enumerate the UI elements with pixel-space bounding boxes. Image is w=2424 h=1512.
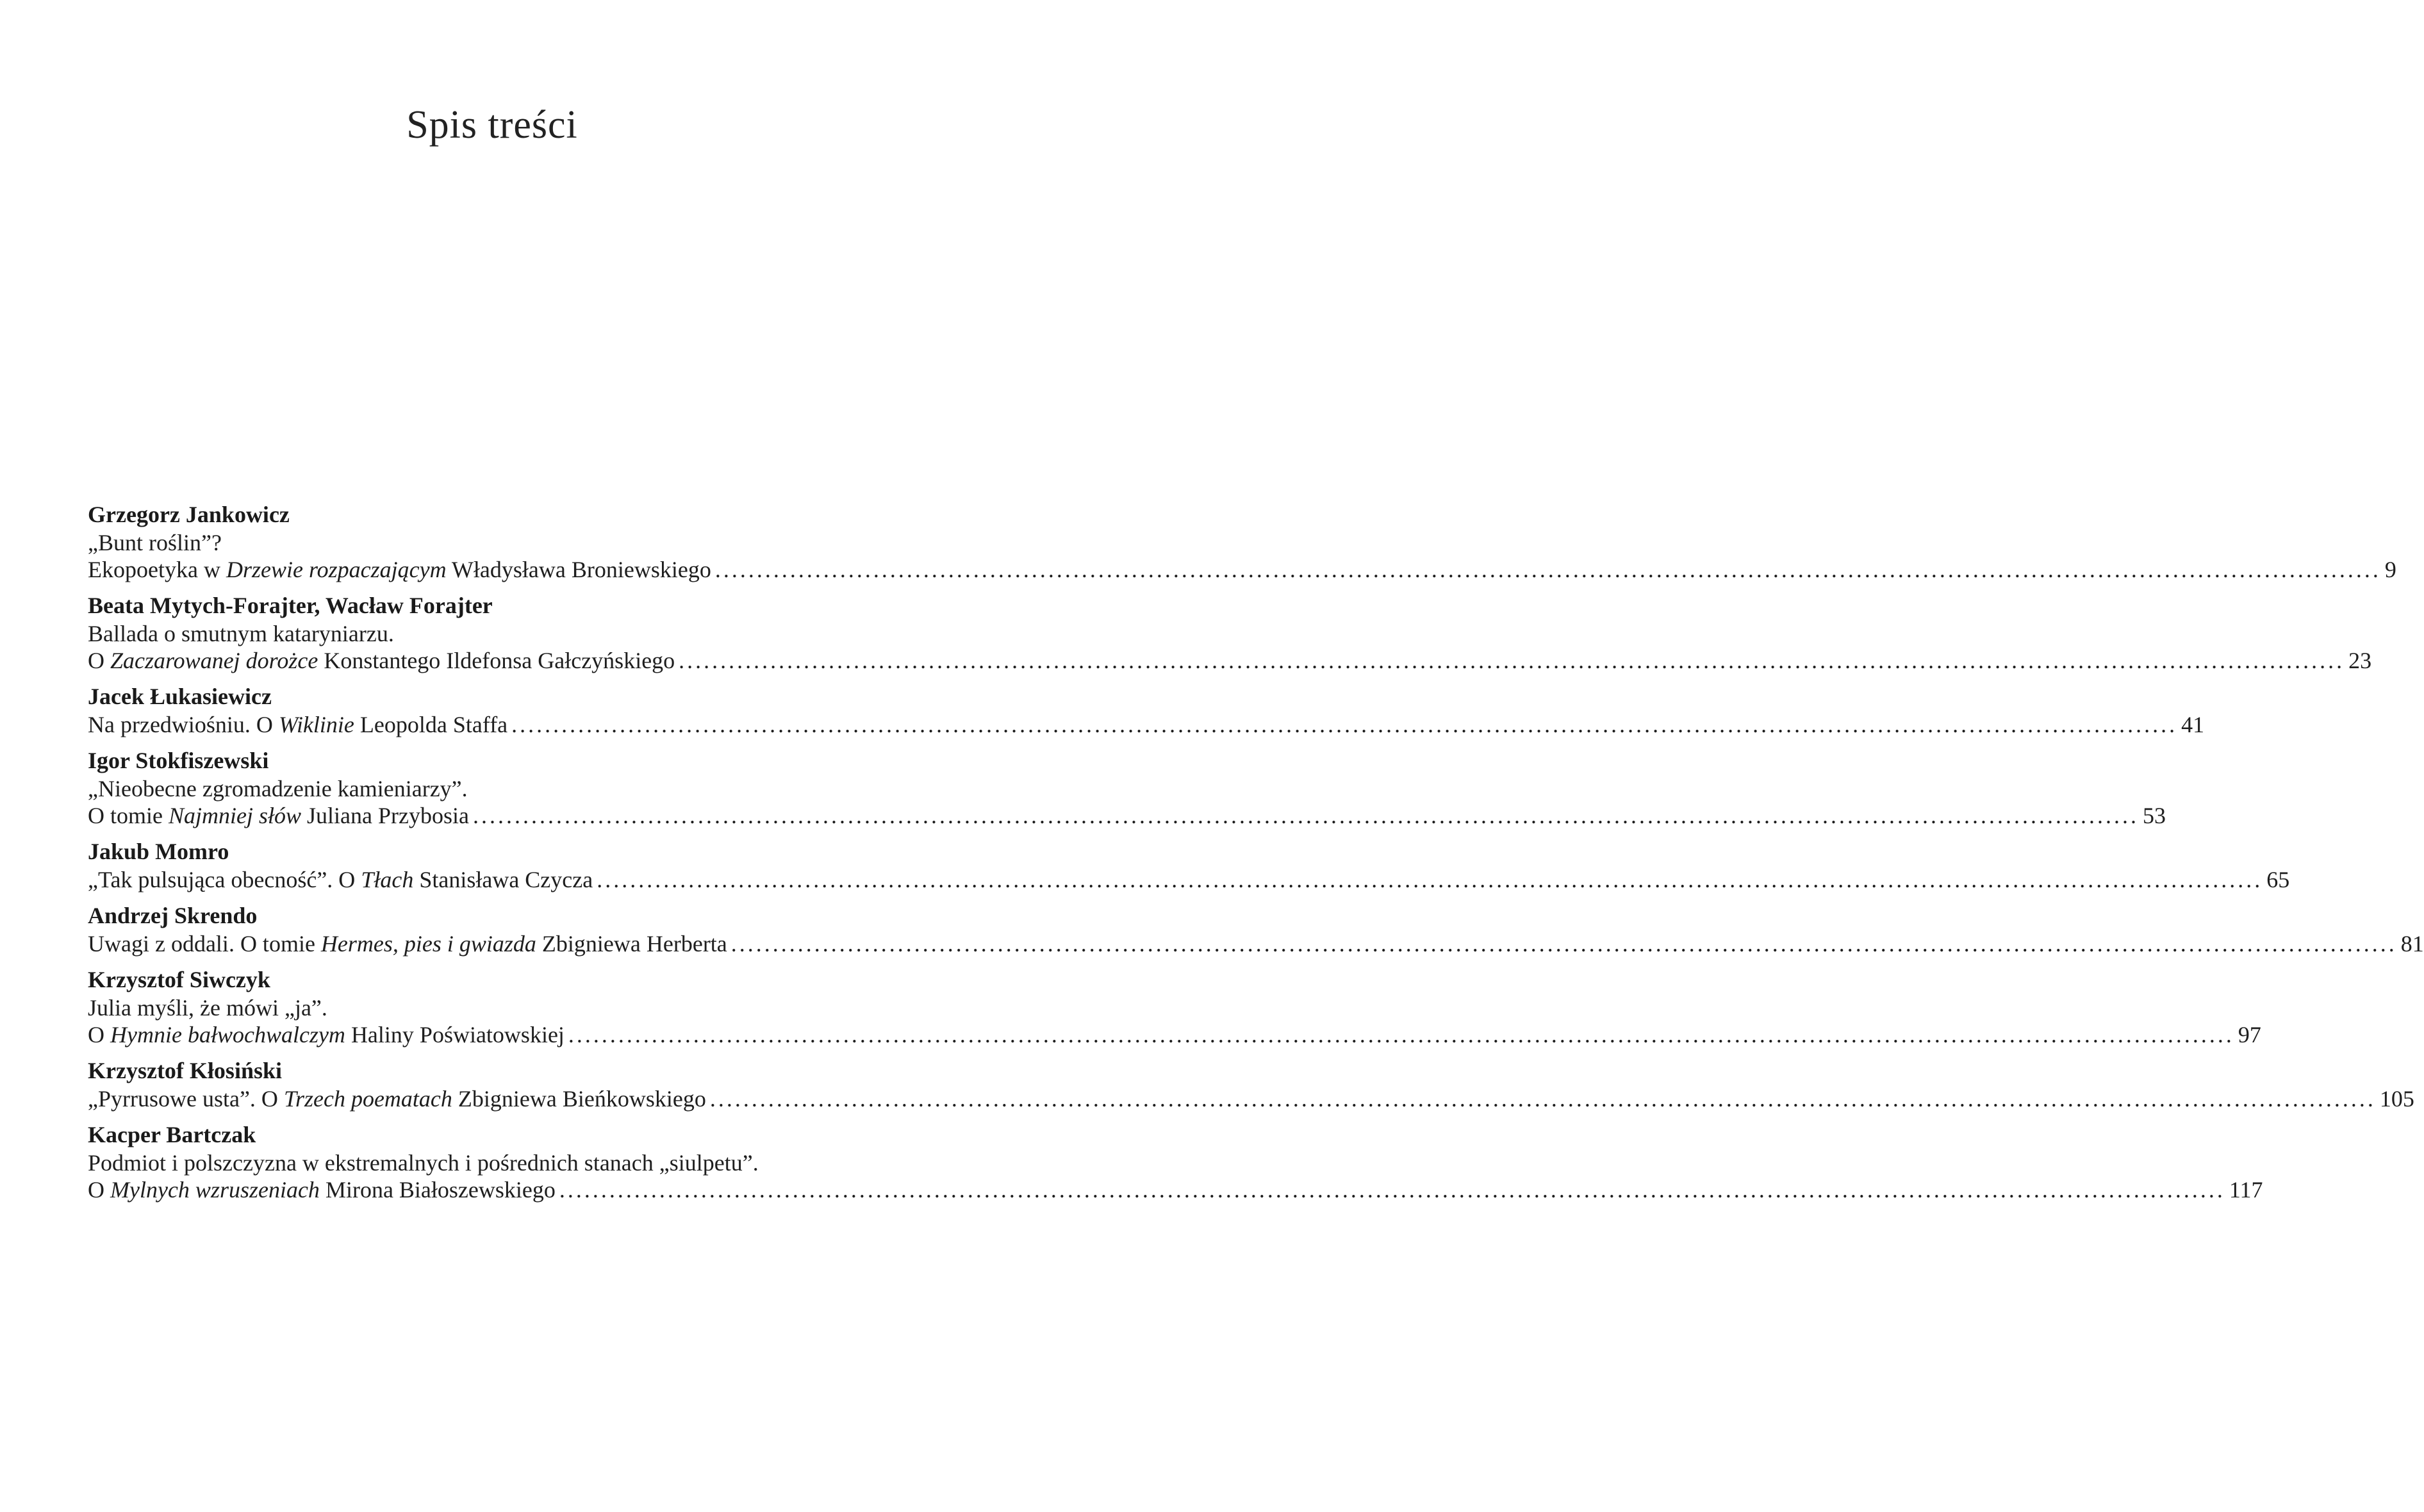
toc-entry-author: Jakub Momro <box>88 839 229 864</box>
italic-work-title: Mylnych wzruszeniach <box>110 1177 320 1203</box>
toc-entry-author: Igor Stokfiszewski <box>88 748 269 773</box>
toc-entry-title-text <box>88 776 468 801</box>
dot-leader: ........................................................................................................................................................................................................ <box>714 557 2381 582</box>
title-text-segment: Ballada o smutnym kataryniarzu. <box>88 621 394 646</box>
dot-leader: ........................................................................................................................................................................................................ <box>709 1086 2376 1112</box>
page-number: 105 <box>2379 1086 2414 1112</box>
toc-entry-author: Krzysztof Kłosiński <box>88 1058 282 1083</box>
title-text-segment: Julia myśli, że mówi „ja”. <box>88 995 327 1021</box>
page-number: 65 <box>2266 867 2290 892</box>
title-text-segment: Leopolda Staffa <box>354 712 508 737</box>
toc-entry-title-line-with-page <box>88 647 2372 674</box>
italic-work-title: Tłach <box>361 867 414 892</box>
title-text-segment: Na przedwiośniu. O <box>88 712 279 737</box>
page-number: 81 <box>2400 931 2424 957</box>
toc-entry-author: Krzysztof Siwczyk <box>88 967 270 992</box>
toc-entry-title-text <box>88 1021 565 1048</box>
toc-entry-title-line <box>88 620 839 647</box>
toc-entry-title-line-with-page <box>88 866 2290 893</box>
toc-entry-title-line <box>88 994 839 1021</box>
toc-entry-title-text <box>88 647 675 674</box>
toc-entry-title-text <box>88 530 222 555</box>
toc-entry <box>88 965 2261 1048</box>
toc-entry <box>88 746 2166 829</box>
dot-leader: ........................................................................................................................................................................................................ <box>679 648 2345 673</box>
title-text-segment: „Bunt roślin”? <box>88 530 222 555</box>
title-text-segment: Juliana Przybosia <box>301 803 469 828</box>
toc-entry-author: Andrzej Skrendo <box>88 903 258 928</box>
italic-work-title: Najmniej słów <box>168 803 302 828</box>
title-text-segment: O <box>88 1177 110 1203</box>
italic-work-title: Hymnie bałwochwalczym <box>110 1022 345 1048</box>
title-text-segment: „Nieobecne zgromadzenie kamieniarzy”. <box>88 776 468 801</box>
table-of-contents <box>88 500 2424 1211</box>
title-text-segment: Konstantego Ildefonsa Gałczyńskiego <box>318 648 675 673</box>
toc-entry-title-line-with-page <box>88 930 2424 957</box>
title-text-segment: O tomie <box>88 803 169 828</box>
toc-entry-author: Kacper Bartczak <box>88 1122 256 1147</box>
toc-entry-title-line-with-page <box>88 1021 2261 1048</box>
toc-entry-title-text <box>88 930 727 957</box>
toc-entry-title-text <box>88 1150 759 1176</box>
toc-entry-title-line-with-page <box>88 1085 2414 1112</box>
title-text-segment: Zbigniewa Bieńkowskiego <box>452 1086 706 1112</box>
title-text-segment: Władysława Broniewskiego <box>446 557 711 582</box>
toc-entry <box>88 1056 2414 1112</box>
title-text-segment: O <box>88 1022 110 1048</box>
italic-work-title: Wiklinie <box>278 712 354 737</box>
page-number: 9 <box>2384 557 2396 582</box>
toc-entry-title-text <box>88 802 469 829</box>
toc-entry-title-line <box>88 775 839 802</box>
italic-work-title: Trzech poematach <box>283 1086 452 1112</box>
toc-entry-title-text <box>88 711 507 738</box>
toc-entry-title-text <box>88 1085 706 1112</box>
toc-entry-author: Grzegorz Jankowicz <box>88 502 290 527</box>
toc-entry <box>88 1120 2263 1203</box>
toc-entry-title-text <box>88 995 327 1021</box>
page-number: 117 <box>2229 1177 2263 1203</box>
dot-leader: ........................................................................................................................................................................................................ <box>597 867 2263 892</box>
title-text-segment: O <box>88 648 110 673</box>
toc-entry-author: Jacek Łukasiewicz <box>88 684 272 709</box>
toc-entry-title-text <box>88 621 394 646</box>
dot-leader: ........................................................................................................................................................................................................ <box>730 931 2397 957</box>
toc-entry <box>88 500 2396 583</box>
toc-entry <box>88 682 2205 738</box>
title-text-segment: „Pyrrusowe usta”. O <box>88 1086 284 1112</box>
dot-leader: ........................................................................................................................................................................................................ <box>568 1022 2234 1048</box>
dot-leader: ........................................................................................................................................................................................................ <box>559 1177 2225 1203</box>
toc-entry <box>88 837 2290 893</box>
toc-entry-title-line <box>88 529 839 556</box>
toc-entry-title-line-with-page <box>88 1176 2263 1203</box>
title-text-segment: Podmiot i polszczyzna w ekstremalnych i pośrednich stanach „siulpetu”. <box>88 1150 759 1176</box>
title-text-segment: Haliny Poświatowskiej <box>345 1022 565 1048</box>
toc-entry-title-text <box>88 866 593 893</box>
toc-entry-title-line <box>88 1149 839 1176</box>
title-text-segment: Ekopoetyka w <box>88 557 226 582</box>
title-text-segment: Zbigniewa Herberta <box>536 931 727 957</box>
title-text-segment: Mirona Białoszewskiego <box>319 1177 556 1203</box>
toc-entry-title-text <box>88 1176 556 1203</box>
dot-leader: ........................................................................................................................................................................................................ <box>472 803 2139 828</box>
dot-leader: ........................................................................................................................................................................................................ <box>511 712 2178 737</box>
italic-work-title: Drzewie rozpaczającym <box>226 557 447 582</box>
page-number: 41 <box>2181 712 2205 737</box>
toc-entry <box>88 591 2372 674</box>
toc-entry-title-line-with-page <box>88 711 2205 738</box>
page-number: 23 <box>2348 648 2372 673</box>
title-text-segment: „Tak pulsująca obecność”. O <box>88 867 361 892</box>
title-text-segment: Stanisława Czycza <box>413 867 593 892</box>
page-number: 53 <box>2142 803 2166 828</box>
page-title: Spis treści <box>406 103 578 147</box>
toc-entry-title-line-with-page <box>88 802 2166 829</box>
toc-entry-title-text <box>88 556 711 583</box>
toc-entry-author: Beata Mytych-Forajter, Wacław Forajter <box>88 593 493 618</box>
title-text-segment: Uwagi z oddali. O tomie <box>88 931 321 957</box>
toc-entry <box>88 901 2424 957</box>
toc-entry-title-line-with-page <box>88 556 2396 583</box>
italic-work-title: Zaczarowanej dorożce <box>110 648 318 673</box>
italic-work-title: Hermes, pies i gwiazda <box>320 931 536 957</box>
page-number: 97 <box>2238 1022 2261 1048</box>
